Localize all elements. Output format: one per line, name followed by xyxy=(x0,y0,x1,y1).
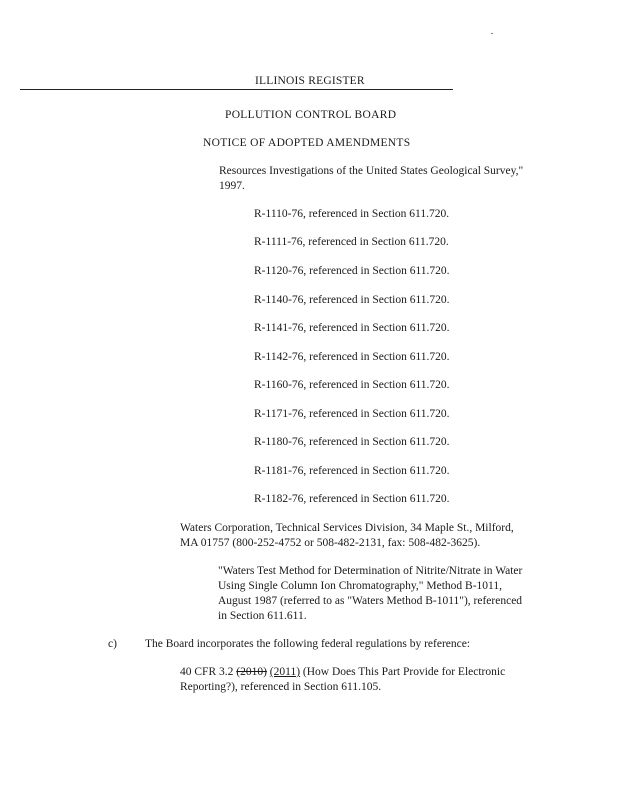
cfr-line-2: Reporting?), referenced in Section 611.105. xyxy=(180,681,382,693)
waters-method-line: August 1987 (referred to as "Waters Method B-1011"), referenced xyxy=(218,595,523,607)
header-rule xyxy=(20,89,453,90)
reference-line: R-1141-76, referenced in Section 611.720. xyxy=(254,322,450,334)
reference-line: R-1171-76, referenced in Section 611.720. xyxy=(254,408,450,420)
notice-title: NOTICE OF ADOPTED AMENDMENTS xyxy=(203,137,411,149)
reference-line: R-1111-76, referenced in Section 611.720. xyxy=(254,236,449,248)
waters-method-line: "Waters Test Method for Determination of Nitrite/Nitrate in Water xyxy=(218,565,523,577)
register-title: ILLINOIS REGISTER xyxy=(255,75,365,87)
cfr-line-1 xyxy=(180,667,505,679)
cfr-prefix: 40 CFR 3.2 xyxy=(180,666,237,678)
board-name: POLLUTION CONTROL BOARD xyxy=(225,109,397,121)
scan-speck xyxy=(491,33,493,34)
reference-line: R-1142-76, referenced in Section 611.720. xyxy=(254,351,450,363)
waters-address-line-1: Waters Corporation, Technical Services Division, 34 Maple St., Milford, xyxy=(180,522,514,534)
intro-line-2: 1997. xyxy=(219,180,245,192)
cfr-rest: (How Does This Part Provide for Electronic xyxy=(300,666,506,678)
intro-line-1: Resources Investigations of the United States Geological Survey," xyxy=(219,165,524,177)
reference-line: R-1120-76, referenced in Section 611.720. xyxy=(254,265,450,277)
waters-address-line-2: MA 01757 (800-252-4752 or 508-482-2131, fax: 508-482-3625). xyxy=(180,537,481,549)
reference-line: R-1140-76, referenced in Section 611.720. xyxy=(254,294,450,306)
reference-line: R-1160-76, referenced in Section 611.720. xyxy=(254,379,450,391)
subsection-text: The Board incorporates the following federal regulations by reference: xyxy=(145,638,471,650)
reference-line: R-1181-76, referenced in Section 611.720. xyxy=(254,465,450,477)
reference-line: R-1182-76, referenced in Section 611.720. xyxy=(254,493,450,505)
cfr-struck-year: (2010) xyxy=(236,666,267,678)
waters-method-line: Using Single Column Ion Chromatography," Method B-1011, xyxy=(218,580,502,592)
cfr-inserted-year: (2011) xyxy=(269,666,301,678)
subsection-label: c) xyxy=(108,638,117,650)
reference-line: R-1180-76, referenced in Section 611.720. xyxy=(254,436,450,448)
waters-method-line: in Section 611.611. xyxy=(218,610,307,622)
reference-line: R-1110-76, referenced in Section 611.720. xyxy=(254,208,450,220)
